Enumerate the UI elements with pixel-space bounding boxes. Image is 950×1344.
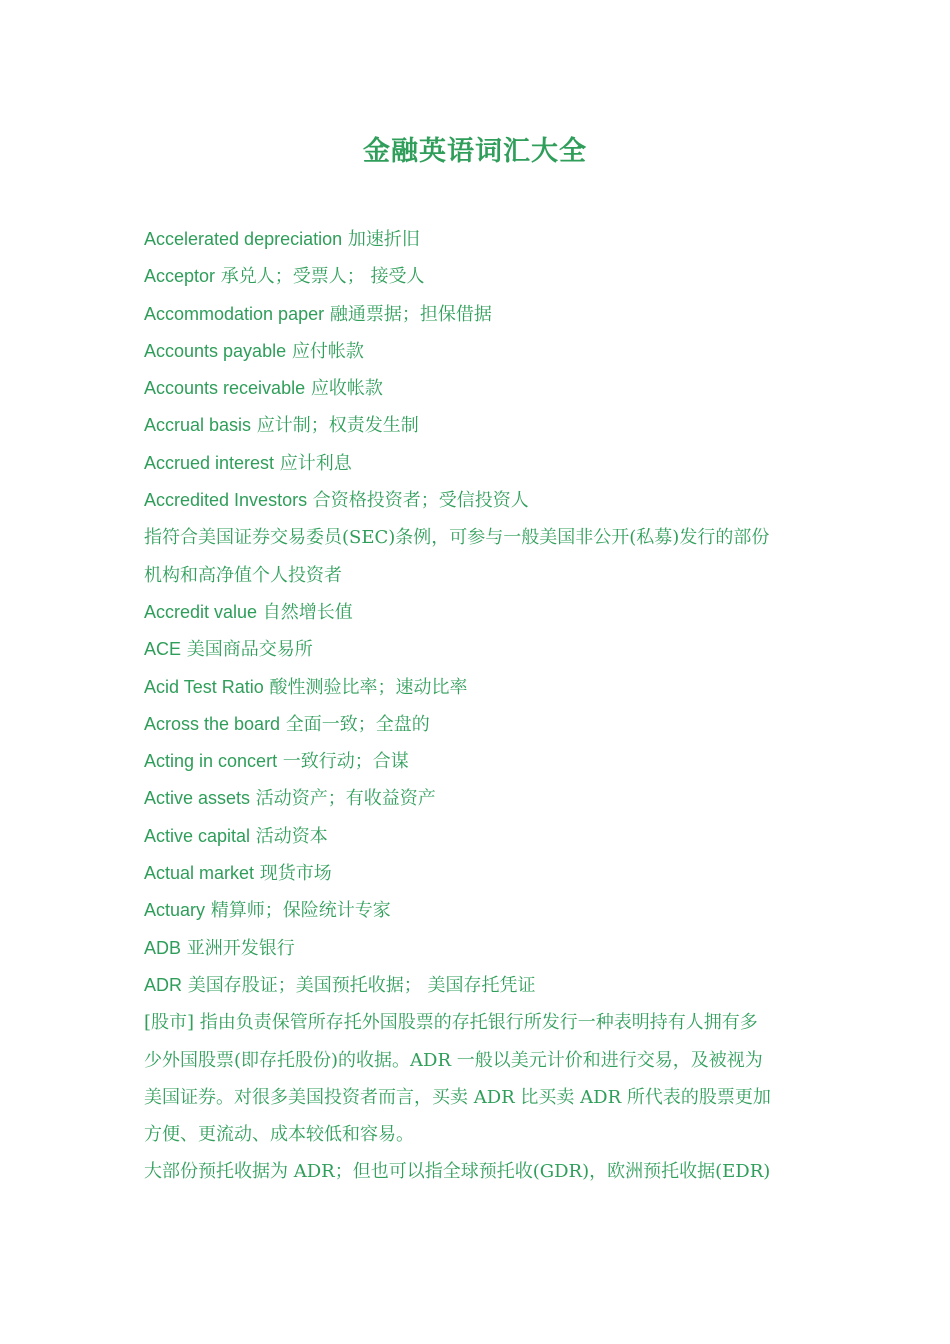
term-english: Acceptor (144, 266, 216, 287)
glossary-entry (144, 892, 814, 929)
note-text: 少外国股票(即存托股份)的收据。ADR 一般以美元计价和进行交易，及被视为 (144, 1049, 763, 1071)
term-chinese: 美国商品交易所 (181, 639, 313, 661)
term-chinese: 应计制；权责发生制 (251, 415, 419, 437)
glossary-entry (144, 258, 814, 295)
term-english: Accredited Investors (144, 490, 308, 511)
term-chinese: 全面一致；全盘的 (280, 713, 430, 735)
glossary-entry (144, 743, 814, 780)
term-chinese: 活动资本 (250, 825, 328, 847)
term-chinese: 应付帐款 (286, 340, 364, 362)
term-english: ADR (144, 974, 183, 995)
term-english: ADB (144, 937, 182, 958)
term-chinese: 美国存股证；美国预托收据； 美国存托凭证 (182, 974, 536, 996)
term-chinese: 承兑人；受票人； 接受人 (215, 266, 425, 288)
note-text: 大部份预托收据为 ADR；但也可以指全球预托收(GDR)，欧洲预托收据(EDR) (144, 1161, 771, 1183)
term-chinese: 应计利息 (274, 452, 352, 474)
term-chinese: 现货市场 (254, 863, 332, 885)
term-english: Acting in concert (144, 751, 278, 772)
term-english: Acid Test Ratio (144, 676, 264, 697)
glossary-note (144, 557, 814, 594)
glossary-entry (144, 296, 814, 333)
term-chinese: 加速折旧 (342, 229, 420, 250)
glossary-entry (144, 706, 814, 743)
term-english: Accounts payable (144, 340, 287, 361)
term-english: Accredit value (144, 601, 258, 622)
glossary-note (144, 1153, 814, 1190)
note-text: 指符合美国证券交易委员(SEC)条例，可参与一般美国非公开(私募)发行的部份 (144, 527, 770, 549)
term-chinese: 应收帐款 (305, 378, 383, 400)
note-text: [股市] 指由负责保管所存托外国股票的存托银行所发行一种表明持有人拥有多 (144, 1012, 758, 1034)
term-chinese: 一致行动；合谋 (277, 751, 409, 773)
term-english: ACE (144, 639, 182, 660)
glossary-entry (144, 482, 814, 519)
glossary-entry (144, 221, 814, 258)
glossary-entry (144, 370, 814, 407)
glossary-entry (144, 594, 814, 631)
page-title: 金融英语词汇大全 (363, 136, 587, 167)
glossary-entry (144, 407, 814, 444)
term-chinese: 亚洲开发银行 (181, 937, 295, 959)
glossary-note (144, 1116, 814, 1153)
note-text: 方便、更流动、成本较低和容易。 (144, 1124, 414, 1146)
term-english: Accounts receivable (144, 378, 306, 399)
term-english: Accelerated depreciation (144, 229, 343, 249)
glossary-entry (144, 818, 814, 855)
term-english: Across the board (144, 713, 281, 734)
term-english: Actuary (144, 900, 206, 921)
glossary-entry (144, 930, 814, 967)
term-english: Active assets (144, 788, 251, 809)
glossary-note (144, 1042, 814, 1079)
glossary-entry (144, 631, 814, 668)
term-chinese: 酸性测验比率；速动比率 (263, 676, 468, 698)
term-english: Accommodation paper (144, 303, 325, 324)
glossary-entry (144, 855, 814, 892)
glossary-entry (144, 967, 814, 1004)
term-english: Accrued interest (144, 452, 275, 473)
glossary-entry (144, 445, 814, 482)
term-english: Active capital (144, 825, 251, 846)
glossary-entry (144, 669, 814, 706)
glossary-entry (144, 333, 814, 370)
term-chinese: 融通票据；担保借据 (324, 303, 492, 325)
glossary-note (144, 1004, 814, 1041)
term-chinese: 自然增长值 (257, 601, 353, 623)
glossary-note (144, 1079, 814, 1116)
term-english: Accrual basis (144, 415, 252, 436)
term-chinese: 合资格投资者；受信投资人 (307, 490, 529, 512)
glossary-entry (144, 780, 814, 817)
glossary-list (144, 221, 814, 1191)
term-english: Actual market (144, 863, 255, 884)
term-chinese: 活动资产；有收益资产 (250, 788, 436, 810)
note-text: 机构和高净值个人投资者 (144, 564, 342, 586)
glossary-note (144, 519, 814, 556)
term-chinese: 精算师；保险统计专家 (205, 900, 391, 922)
note-text: 美国证券。对很多美国投资者而言，买卖 ADR 比买卖 ADR 所代表的股票更加 (144, 1086, 771, 1108)
